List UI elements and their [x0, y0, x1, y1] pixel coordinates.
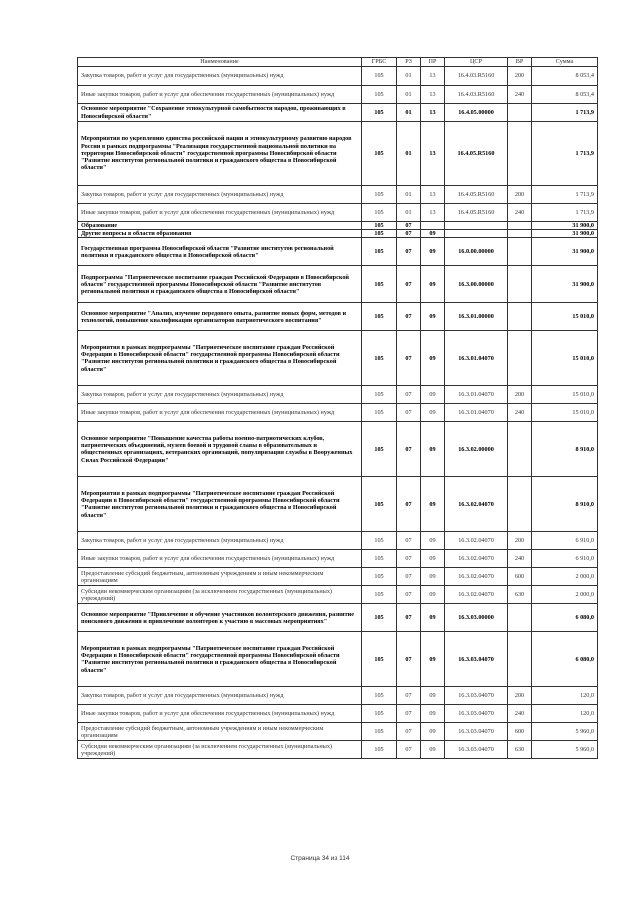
table-row [78, 604, 598, 632]
table-row [78, 386, 598, 404]
row-grbs-cell: 105 [362, 238, 397, 266]
row-grbs-cell: 105 [362, 632, 397, 687]
row-vr-cell: 630 [508, 741, 532, 759]
row-name-cell: Образование [78, 222, 362, 230]
table-row [78, 632, 598, 687]
row-pr-cell: 09 [421, 477, 445, 532]
row-sum-cell: 5 960,0 [532, 723, 598, 741]
row-rz-cell: 07 [397, 477, 421, 532]
row-pr-cell [421, 222, 445, 230]
row-sum-cell: 31 900,0 [532, 238, 598, 266]
row-grbs-cell: 105 [362, 422, 397, 477]
row-sum-cell: 15 010,0 [532, 331, 598, 386]
row-name-cell: Закупка товаров, работ и услуг для государственных (муниципальных) нужд [78, 67, 362, 86]
row-csr-cell: 16.3.03.04070 [445, 705, 508, 723]
row-grbs-cell: 105 [362, 586, 397, 604]
row-pr-cell: 09 [421, 386, 445, 404]
row-vr-cell: 200 [508, 532, 532, 550]
row-grbs-cell: 105 [362, 723, 397, 741]
table-row [78, 741, 598, 759]
row-name-cell: Основное мероприятие "Привлечение и обучение участников волонтерского движения, развитие поискового движения и привлечение волонтеров к участию в массовых мероприятиях" [78, 604, 362, 632]
row-name-cell: Иные закупки товаров, работ и услуг для обеспечения государственных (муниципальных) нужд [78, 404, 362, 422]
col-header-rz: РЗ [397, 58, 421, 67]
row-csr-cell: 16.3.01.04070 [445, 404, 508, 422]
row-csr-cell: 16.4.05.00000 [445, 104, 508, 122]
row-vr-cell: 240 [508, 404, 532, 422]
row-rz-cell: 07 [397, 331, 421, 386]
row-name-cell: Государственная программа Новосибирской области "Развитие институтов региональной политики и гражданского общества в Новосибирской области" [78, 238, 362, 266]
table-row [78, 204, 598, 222]
row-csr-cell: 16.4.05.R5160 [445, 204, 508, 222]
row-name-cell: Мероприятия в рамках подпрограммы "Патриотическое воспитание граждан Российской Федерации в Новосибирской области" государственной программы Новосибирской области "Развитие институтов региональной политики и гражданского общества в Новосибирской области" [78, 632, 362, 687]
row-rz-cell: 07 [397, 723, 421, 741]
row-pr-cell: 09 [421, 741, 445, 759]
row-csr-cell: 16.3.01.00000 [445, 303, 508, 331]
row-csr-cell: 16.3.01.04070 [445, 386, 508, 404]
table-row [78, 404, 598, 422]
row-grbs-cell: 105 [362, 568, 397, 586]
row-rz-cell: 01 [397, 86, 421, 104]
row-vr-cell [508, 604, 532, 632]
row-grbs-cell: 105 [362, 331, 397, 386]
row-vr-cell: 600 [508, 568, 532, 586]
row-csr-cell: 16.3.02.04070 [445, 477, 508, 532]
row-name-cell: Основное мероприятие "Анализ, изучение передового опыта, развитие новых форм, методов и технологий, повышение квалификации организаторов патриотического воспитания" [78, 303, 362, 331]
row-sum-cell: 6 910,0 [532, 550, 598, 568]
row-rz-cell: 07 [397, 303, 421, 331]
row-pr-cell: 09 [421, 705, 445, 723]
row-name-cell: Другие вопросы в области образования [78, 230, 362, 238]
row-name-cell: Закупка товаров, работ и услуг для государственных (муниципальных) нужд [78, 687, 362, 705]
row-grbs-cell: 105 [362, 741, 397, 759]
row-sum-cell: 2 000,0 [532, 568, 598, 586]
row-name-cell: Иные закупки товаров, работ и услуг для обеспечения государственных (муниципальных) нужд [78, 204, 362, 222]
row-name-cell: Подпрограмма "Патриотическое воспитание граждан Российской Федерации в Новосибирской области" государственной программы Новосибирской области "Развитие институтов региональной политики и гражданского общества в Новосибирской области" [78, 266, 362, 303]
row-vr-cell [508, 266, 532, 303]
table-row [78, 687, 598, 705]
row-vr-cell [508, 230, 532, 238]
row-pr-cell: 09 [421, 303, 445, 331]
row-rz-cell: 07 [397, 550, 421, 568]
row-grbs-cell: 105 [362, 550, 397, 568]
row-csr-cell: 16.4.03.R5160 [445, 67, 508, 86]
row-grbs-cell: 105 [362, 266, 397, 303]
row-pr-cell: 09 [421, 723, 445, 741]
page-number-footer: Страница 34 из 114 [290, 855, 350, 862]
row-csr-cell: 16.3.02.04070 [445, 532, 508, 550]
table-row [78, 550, 598, 568]
row-rz-cell: 07 [397, 532, 421, 550]
row-vr-cell: 240 [508, 86, 532, 104]
row-grbs-cell: 105 [362, 230, 397, 238]
table-row [78, 230, 598, 238]
row-name-cell: Закупка товаров, работ и услуг для государственных (муниципальных) нужд [78, 532, 362, 550]
row-vr-cell: 240 [508, 204, 532, 222]
row-grbs-cell: 105 [362, 477, 397, 532]
row-rz-cell: 01 [397, 186, 421, 204]
row-name-cell: Предоставление субсидий бюджетным, автономным учреждениям и иным некоммерческим организациям [78, 723, 362, 741]
table-row [78, 422, 598, 477]
row-name-cell: Иные закупки товаров, работ и услуг для обеспечения государственных (муниципальных) нужд [78, 705, 362, 723]
row-name-cell: Иные закупки товаров, работ и услуг для обеспечения государственных (муниципальных) нужд [78, 86, 362, 104]
row-vr-cell: 600 [508, 723, 532, 741]
row-grbs-cell: 105 [362, 204, 397, 222]
row-sum-cell: 2 000,0 [532, 586, 598, 604]
row-pr-cell: 09 [421, 687, 445, 705]
row-sum-cell: 15 010,0 [532, 386, 598, 404]
table-row [78, 67, 598, 86]
row-sum-cell: 120,0 [532, 687, 598, 705]
row-grbs-cell: 105 [362, 532, 397, 550]
row-vr-cell [508, 238, 532, 266]
row-sum-cell: 1 713,9 [532, 122, 598, 186]
row-name-cell: Мероприятия по укреплению единства российской нации и этнокультурному развитию народов России в рамках подпрограммы "Реализация государственной национальной политики на территории Новосибирской области" государственной программы Новосибирской области "Развитие институтов региональной политики и гражданского общества в Новосибирской области" [78, 122, 362, 186]
row-sum-cell: 5 960,0 [532, 741, 598, 759]
row-pr-cell: 13 [421, 186, 445, 204]
table-row [78, 238, 598, 266]
row-name-cell: Субсидии некоммерческим организациям (за исключением государственных (муниципальных) учреждений) [78, 586, 362, 604]
row-rz-cell: 07 [397, 238, 421, 266]
row-rz-cell: 07 [397, 604, 421, 632]
row-pr-cell: 09 [421, 632, 445, 687]
row-grbs-cell: 105 [362, 86, 397, 104]
table-row [78, 86, 598, 104]
row-sum-cell: 8 910,0 [532, 477, 598, 532]
row-rz-cell: 07 [397, 568, 421, 586]
row-grbs-cell: 105 [362, 705, 397, 723]
col-header-grbs: ГРБС [362, 58, 397, 67]
table-row [78, 532, 598, 550]
row-name-cell: Основное мероприятие "Повышение качества работы военно-патриотических клубов, патриотических объединений, музеев боевой и трудовой славы в образовательных и общественных организациях, ветеранских организаций, популяризация службы в Вооруженных Силах Российской Федерации" [78, 422, 362, 477]
row-sum-cell: 31 900,0 [532, 230, 598, 238]
row-vr-cell: 200 [508, 67, 532, 86]
row-sum-cell: 6 080,0 [532, 604, 598, 632]
table-row [78, 303, 598, 331]
row-sum-cell: 6 910,0 [532, 532, 598, 550]
row-vr-cell [508, 422, 532, 477]
row-sum-cell: 120,0 [532, 705, 598, 723]
row-grbs-cell: 105 [362, 687, 397, 705]
table-row [78, 705, 598, 723]
row-sum-cell: 31 900,0 [532, 266, 598, 303]
row-grbs-cell: 105 [362, 303, 397, 331]
row-grbs-cell: 105 [362, 104, 397, 122]
row-csr-cell: 16.4.05.R5160 [445, 186, 508, 204]
row-rz-cell: 01 [397, 104, 421, 122]
row-csr-cell: 16.3.03.04070 [445, 723, 508, 741]
table-row [78, 222, 598, 230]
table-row [78, 331, 598, 386]
row-csr-cell: 16.3.02.00000 [445, 422, 508, 477]
table-row [78, 266, 598, 303]
row-name-cell: Иные закупки товаров, работ и услуг для обеспечения государственных (муниципальных) нужд [78, 550, 362, 568]
row-csr-cell: 16.3.03.04070 [445, 632, 508, 687]
row-grbs-cell: 105 [362, 404, 397, 422]
col-header-pr: ПР [421, 58, 445, 67]
row-csr-cell: 16.4.03.R5160 [445, 86, 508, 104]
row-rz-cell: 07 [397, 230, 421, 238]
table-body [78, 67, 598, 759]
row-rz-cell: 01 [397, 122, 421, 186]
row-pr-cell: 09 [421, 230, 445, 238]
row-sum-cell: 8 053,4 [532, 86, 598, 104]
row-rz-cell: 07 [397, 222, 421, 230]
col-header-sum: Сумма [532, 58, 598, 67]
table-row [78, 568, 598, 586]
row-pr-cell: 09 [421, 532, 445, 550]
row-pr-cell: 09 [421, 238, 445, 266]
row-pr-cell: 09 [421, 422, 445, 477]
row-rz-cell: 07 [397, 705, 421, 723]
row-rz-cell: 07 [397, 266, 421, 303]
row-vr-cell: 200 [508, 687, 532, 705]
row-sum-cell: 15 010,0 [532, 404, 598, 422]
row-rz-cell: 07 [397, 404, 421, 422]
row-grbs-cell: 105 [362, 186, 397, 204]
row-pr-cell: 09 [421, 568, 445, 586]
row-sum-cell: 1 713,9 [532, 104, 598, 122]
row-name-cell: Основное мероприятие "Сохранение этнокультурной самобытности народов, проживающих в Новосибирской области" [78, 104, 362, 122]
row-rz-cell: 07 [397, 586, 421, 604]
col-header-name: Наименование [78, 58, 362, 67]
row-name-cell: Мероприятия в рамках подпрограммы "Патриотическое воспитание граждан Российской Федерации в Новосибирской области" государственной программы Новосибирской области "Развитие институтов региональной политики и гражданского общества в Новосибирской области" [78, 477, 362, 532]
row-rz-cell: 07 [397, 632, 421, 687]
row-vr-cell [508, 104, 532, 122]
row-csr-cell [445, 222, 508, 230]
col-header-csr: ЦСР [445, 58, 508, 67]
row-name-cell: Субсидии некоммерческим организациям (за исключением государственных (муниципальных) учреждений) [78, 741, 362, 759]
row-csr-cell: 16.3.03.04070 [445, 741, 508, 759]
row-csr-cell: 16.0.00.00000 [445, 238, 508, 266]
row-rz-cell: 07 [397, 687, 421, 705]
table-row [78, 104, 598, 122]
table-row [78, 122, 598, 186]
row-name-cell: Предоставление субсидий бюджетным, автономным учреждениям и иным некоммерческим организациям [78, 568, 362, 586]
row-grbs-cell: 105 [362, 386, 397, 404]
row-name-cell: Мероприятия в рамках подпрограммы "Патриотическое воспитание граждан Российской Федерации в Новосибирской области" государственной программы Новосибирской области "Развитие институтов региональной политики и гражданского общества в Новосибирской области" [78, 331, 362, 386]
table-row [78, 723, 598, 741]
row-rz-cell: 01 [397, 67, 421, 86]
row-name-cell: Закупка товаров, работ и услуг для государственных (муниципальных) нужд [78, 186, 362, 204]
row-pr-cell: 09 [421, 586, 445, 604]
row-vr-cell: 630 [508, 586, 532, 604]
row-csr-cell: 16.3.03.00000 [445, 604, 508, 632]
row-csr-cell [445, 230, 508, 238]
row-pr-cell: 13 [421, 67, 445, 86]
row-sum-cell: 6 080,0 [532, 632, 598, 687]
row-vr-cell: 200 [508, 186, 532, 204]
row-pr-cell: 09 [421, 550, 445, 568]
row-vr-cell: 200 [508, 386, 532, 404]
row-vr-cell [508, 222, 532, 230]
row-grbs-cell: 105 [362, 67, 397, 86]
row-rz-cell: 07 [397, 741, 421, 759]
row-sum-cell: 15 010,0 [532, 303, 598, 331]
col-header-vr: ВР [508, 58, 532, 67]
row-pr-cell: 09 [421, 331, 445, 386]
row-pr-cell: 13 [421, 104, 445, 122]
row-csr-cell: 16.3.00.00000 [445, 266, 508, 303]
row-vr-cell: 240 [508, 705, 532, 723]
row-csr-cell: 16.3.02.04070 [445, 568, 508, 586]
row-csr-cell: 16.3.03.04070 [445, 687, 508, 705]
row-csr-cell: 16.3.02.04070 [445, 550, 508, 568]
row-csr-cell: 16.3.01.04070 [445, 331, 508, 386]
row-grbs-cell: 105 [362, 222, 397, 230]
row-rz-cell: 01 [397, 204, 421, 222]
row-grbs-cell: 105 [362, 604, 397, 632]
row-grbs-cell: 105 [362, 122, 397, 186]
row-csr-cell: 16.4.05.R5160 [445, 122, 508, 186]
row-vr-cell [508, 122, 532, 186]
row-vr-cell [508, 331, 532, 386]
row-csr-cell: 16.3.02.04070 [445, 586, 508, 604]
row-pr-cell: 13 [421, 122, 445, 186]
row-name-cell: Закупка товаров, работ и услуг для государственных (муниципальных) нужд [78, 386, 362, 404]
row-sum-cell: 31 900,0 [532, 222, 598, 230]
row-sum-cell: 8 053,4 [532, 67, 598, 86]
table-row [78, 586, 598, 604]
row-vr-cell [508, 477, 532, 532]
row-pr-cell: 09 [421, 266, 445, 303]
table-row [78, 477, 598, 532]
row-pr-cell: 13 [421, 204, 445, 222]
row-vr-cell [508, 303, 532, 331]
budget-table [77, 57, 598, 759]
row-sum-cell: 1 713,9 [532, 186, 598, 204]
row-pr-cell: 09 [421, 404, 445, 422]
row-sum-cell: 1 713,9 [532, 204, 598, 222]
row-rz-cell: 07 [397, 422, 421, 477]
row-vr-cell [508, 632, 532, 687]
row-vr-cell: 240 [508, 550, 532, 568]
table-header-row [78, 58, 598, 67]
row-pr-cell: 09 [421, 604, 445, 632]
row-pr-cell: 13 [421, 86, 445, 104]
row-sum-cell: 8 910,0 [532, 422, 598, 477]
table-row [78, 186, 598, 204]
row-rz-cell: 07 [397, 386, 421, 404]
